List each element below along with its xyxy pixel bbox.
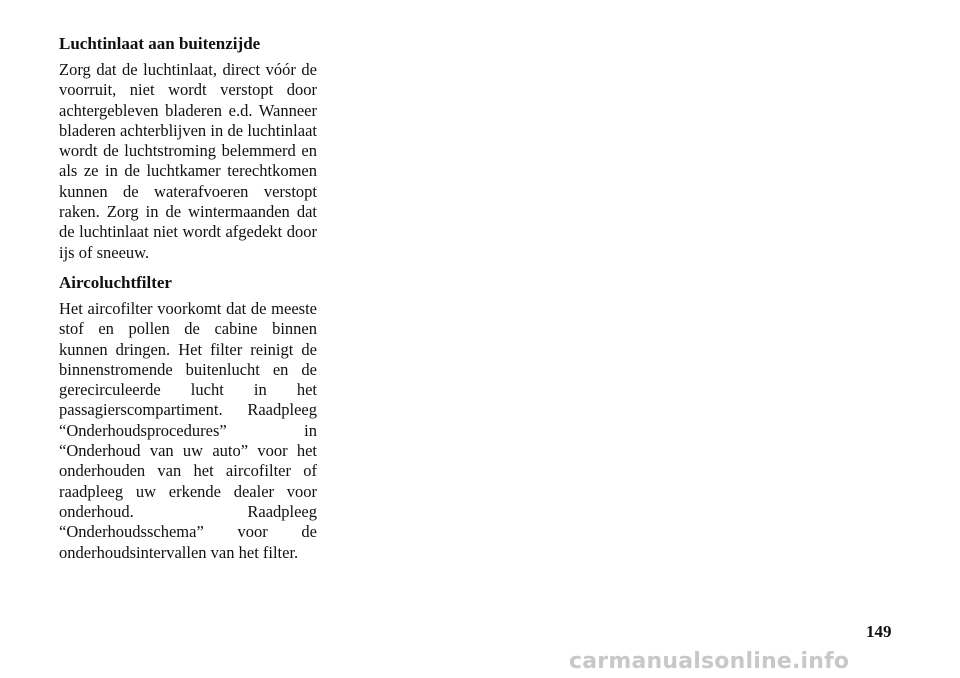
section-body-air-intake: Zorg dat de luchtinlaat, direct vóór de voorruit, niet wordt verstopt door achtergebleven bladeren e.d. Wanneer bladeren achterblijven in de luchtinlaat wordt de luchtstroming belemmerd en als ze in de luchtkamer terechtkomen kunnen de waterafvoeren verstopt raken. Zorg in de wintermaanden dat de luchtinlaat niet wordt afgedekt door ijs of sneeuw. — [59, 60, 317, 262]
page-number: 149 — [866, 622, 892, 641]
section-heading-air-intake: Luchtinlaat aan buitenzijde — [59, 34, 261, 53]
watermark-text: carmanualsonline.info — [569, 649, 850, 674]
section-body-cabin-filter: Het aircofilter voorkomt dat de meeste stof en pollen de cabine binnen kunnen dringen. Het filter reinigt de binnenstromende buitenlucht en de gerecirculeerde lucht in het passagierscompartiment. Raadpleeg “Onderhoudsprocedures” in “Onderhoud van uw auto” voor het onderhouden van het aircofilter of raadpleeg uw erkende dealer voor onderhoud. Raadpleeg “Onderhoudsschema” voor de onderhoudsintervallen van het filter. — [59, 298, 317, 562]
content-column — [59, 32, 317, 571]
section-heading-cabin-filter: Aircoluchtfilter — [59, 272, 172, 292]
